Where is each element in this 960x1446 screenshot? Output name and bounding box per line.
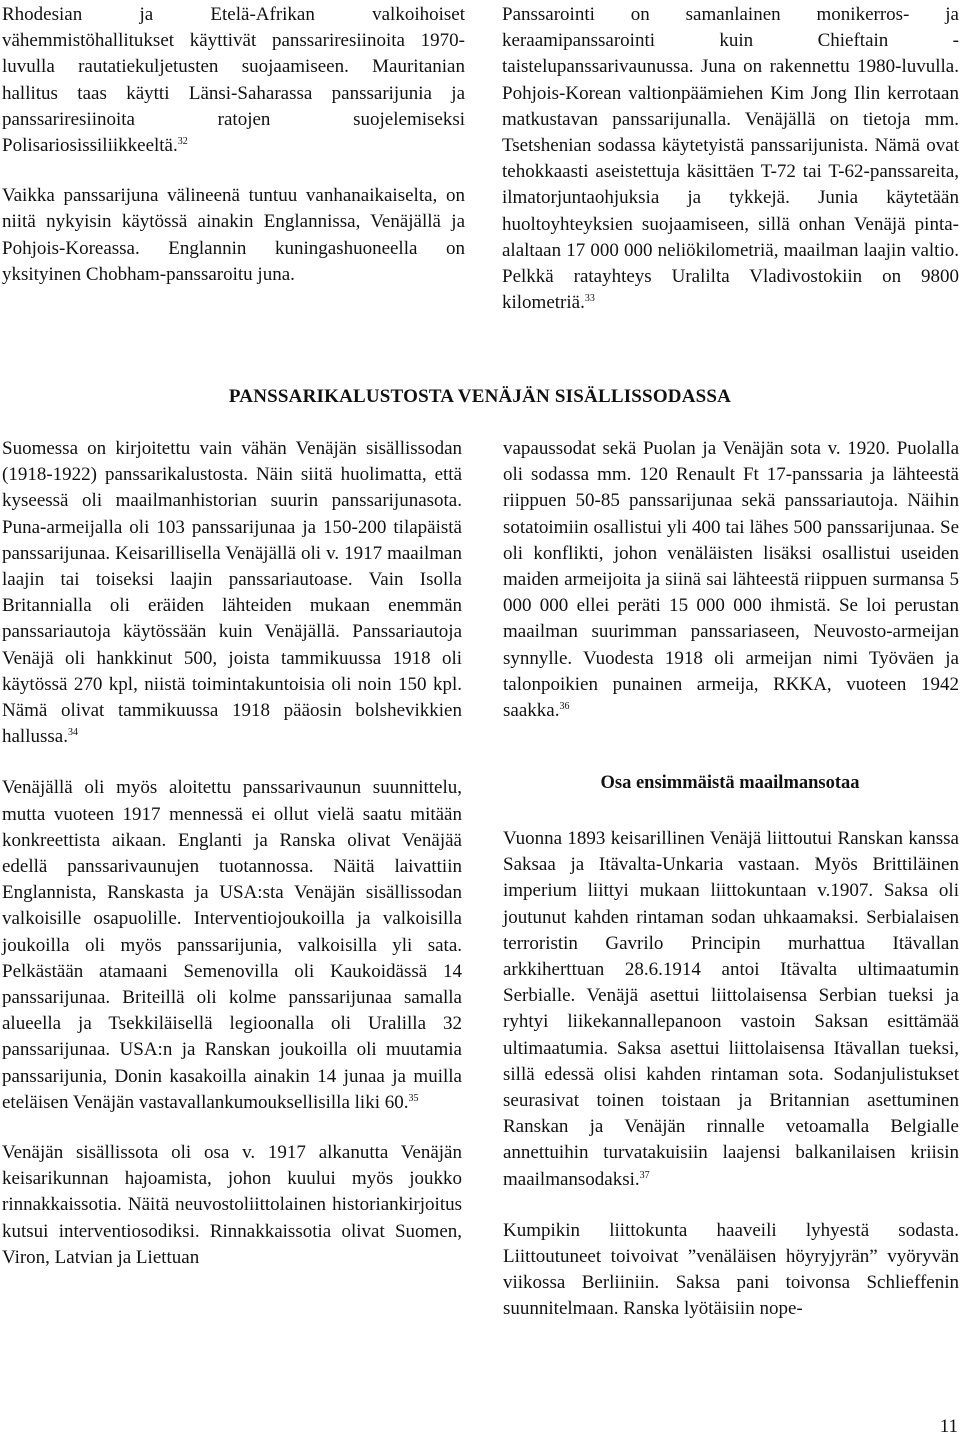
paragraph: Vuonna 1893 keisarillinen Venäjä liittoutui Ranskan kanssa Saksaa ja Itävalta-Unkaria vastaan. Myös Brittiläinen imperium liittyi mukaan liittokuntaan v.1907. Saksa oli joutunut kahden rintaman sodan uhkaamaksi. Serbialaisen terroristin Gavrilo Principin murhattua Itävallan arkkiherttuan 28.6.1914 antoi Itävalta ultimaatumin Serbialle. Venäjä asettui liittolaisensa Serbian tueksi ja ryhtyi liikekannallepanoon vastoin Saksan esittämää ultimaatumia. Saksa asettui liittolaisensa Itävallan tueksi, sillä edessä olisi kahden rintaman sota. Sodanjulistukset seurasivat toinen toistaan ja Britannian asettuminen Ranskan ja Venäjän rinnalle vetoamalla Belgialle annettuihin turvatakuisiin laajensi balkanilaisen kriisin maailmansodaksi.$^{37}$ [503,828,959,1190]
paragraph: Panssarointi on samanlainen monikerros- ja keraamipanssarointi kuin Chieftain - taistelupanssarivaunussa. Juna on rakennettu 1980-luvulla. Pohjois-Korean valtionpäämiehen Kim Jong Ilin kerrotaan matkustavan panssarijunalla. Venäjällä on tietoja mm. Tsetshenian sodassa käytetyistä panssarijunista. Nämä ovat tehokkaasti aseistettuja käsittäen T-72 tai T-62-panssareita, ilmatorjuntaohjuksia ja tykkejä. Junia käytetään huoltoyhteyksien suojaamiseen, sillä onhan Venäjä pinta-alaltaan 17 000 000 neliökilometriä, maailman laajin valtio. Pelkkä ratayhteys Uralilta Vladivostokiin on 9800 kilometriä.$^{33}$ [502,4,959,314]
footnote-ref: 35 [408,1092,419,1104]
bottom-left-column [2,436,462,1271]
footnote-ref: 34 [67,727,78,739]
paragraph: Suomessa on kirjoitettu vain vähän Venäjän sisällissodan (1918-1922) panssarikalustosta. Näin siitä huolimatta, että kyseessä oli maailmanhistorian suurin panssarijunasota. Puna-armeijalla oli 103 panssarijunaa ja 150-200 tilapäistä panssarijunaa. Keisarillisella Venäjällä oli v. 1917 maailman laajin tai toiseksi laajin panssariautoase. Vain Isolla Britannialla oli eräiden lähteiden mukaan enemmän panssariautoja käytössään kuin Venäjällä. Panssariautoja Venäjä oli hankkinut 500, joista tammikuussa 1918 oli käytössä 270 kpl, niistä toimintakuntoisia oli noin 150 kpl. Nämä olivat tammikuussa 1918 pääosin bolshevikkien hallussa.$^{34}$ [2,438,462,748]
section-heading: PANSSARIKALUSTOSTA VENÄJÄN SISÄLLISSODASSA [228,386,732,407]
paragraph: vapaussodat sekä Puolan ja Venäjän sota v. 1920. Puolalla oli sodassa mm. 120 Renault Ft 17-panssaria ja lähteestä riippuen 50-85 panssarijunaa sekä panssariautoja. Näihin sotatoimiin osallistui yli 400 tai lähes 500 panssarijunaa. Se oli konflikti, johon venäläisten lisäksi osallistui useiden maiden armeijoita ja siinä sai lähteestä riippuen surmansa 5 000 000 ellei peräti 15 000 000 ihmistä. Se loi perustan maailman suurimman panssariaseen, Neuvosto-armeijan synnylle. Vuodesta 1918 oli armeijan nimi Työväen ja talonpoikien punainen armeija, RKKA, vuoteen 1942 saakka.$^{36}$ [503,438,959,722]
bottom-right-column [503,436,959,724]
paragraph: Kumpikin liittokunta haaveili lyhyestä sodasta. Liittoutuneet toivoivat ”venäläisen höyryjyrän” vyöryvän viikossa Berliiniin. Saksa pani toivonsa Schlieffenin suunnitelmaan. Ranska lyötäisiin nope- [503,1219,959,1320]
subheading: Osa ensimmäistä maailmansotaa [600,773,860,793]
footnote-ref: 37 [639,1169,650,1181]
bottom-right-column-continued [503,826,959,1323]
paragraph: Rhodesian ja Etelä-Afrikan valkoihoiset vähemmistöhallitukset käyttivät panssariresiinoita 1970-luvulla rautatiekuljetusten suojaamiseen. Mauritanian hallitus taas käytti Länsi-Saharassa panssarijunia ja panssariresiinoita ratojen suojelemiseksi Polisariosissiliikkeeltä.$^{32}$ [2,4,465,157]
footnote-ref: 36 [559,701,570,713]
paragraph: Venäjällä oli myös aloitettu panssarivaunun suunnittelu, mutta vuoteen 1917 mennessä ei ollut vielä saatu mitään konkreettista aikaan. Englanti ja Ranska olivat Venäjää edellä panssarivaunujen tuotannossa. Näitä laivattiin Englannista, Ranskasta ja USA:sta Venäjän sisällissodan valkoisille osapuolille. Interventiojoukoilla ja valkoisilla joukoilla oli myös panssarijunia, valkoisilla yli sata. Pelkästään atamaani Semenovilla oli Kaukoidässä 14 panssarijunaa. Briteillä oli kolme panssarijunaa samalla alueella ja Tsekkiläisellä legioonalla oli Uralilla 32 panssarijunaa. USA:n ja Ranskan joukoilla oli muutamia panssarijunia, Donin kasakoilla ainakin 14 junaa ja muilla eteläisen Venäjän vastavallankumouksellisilla liki 60.35 [2,777,462,1113]
footnote-ref: 33 [584,293,595,305]
top-right-column [502,2,959,316]
top-left-column [2,2,465,288]
footnote-ref: 32 [177,136,188,148]
paragraph: Venäjän sisällissota oli osa v. 1917 alkanutta Venäjän keisarikunnan hajoamista, johon kuului myös joukko rinnakkaissotia. Näitä neuvostoliittolainen historiankirjoitus kutsui interventiosodiksi. Rinnakkaissotia olivat Suomen, Viron, Latvian ja Liettuan [2,1142,462,1268]
page-number: 11 [939,1416,958,1437]
paragraph: Vaikka panssarijuna välineenä tuntuu vanhanaikaiselta, on niitä nykyisin käytössä ainakin Englannissa, Venäjällä ja Pohjois-Koreassa. Englannin kuningashuoneella on yksityinen Chobham-panssaroitu juna. [2,185,465,285]
